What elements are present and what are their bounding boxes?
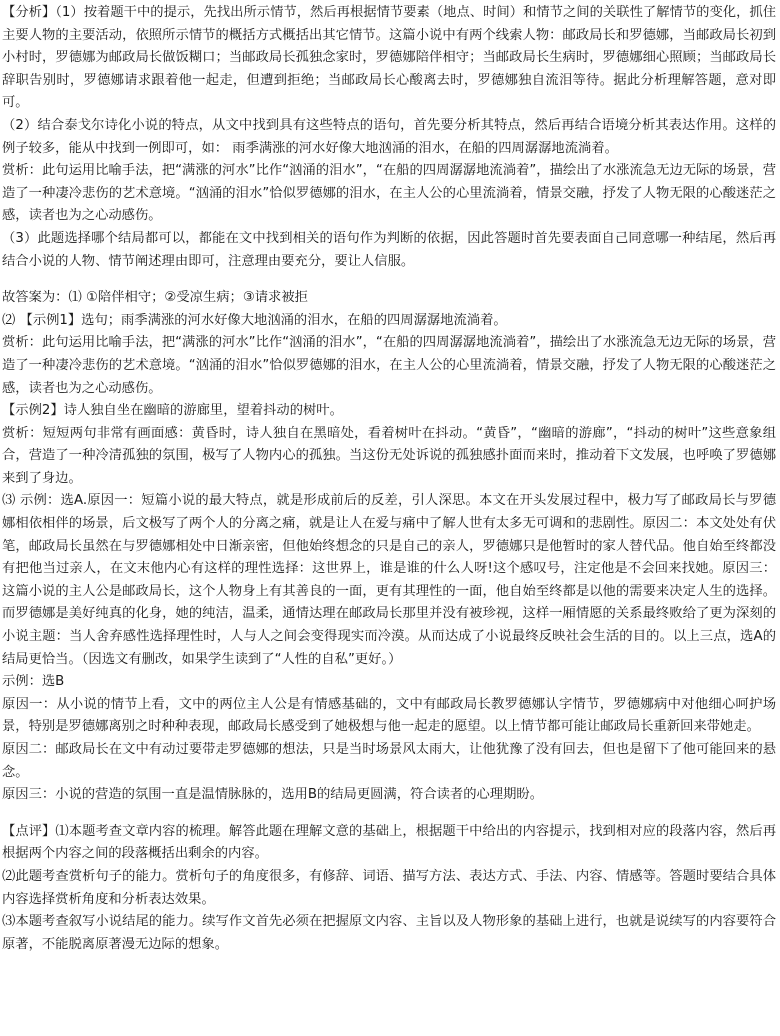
comment-q1: 【点评】⑴本题考查文章内容的梳理。解答此题在理解文意的基础上，根据题干中给出的内容提示，找到相对应的段落内容，然后再根据两个内容之间的段落概括出剩余的内容。 [2,823,776,862]
answer-q2-example-2: 【示例2】诗人独自坐在幽暗的游廊里，望着抖动的树叶。 [2,403,343,419]
analysis-part-1: 【分析】（1）按着题干中的提示，先找出所示情节，然后再根据情节要素（地点、时间）和情节之间的关联性了解情节的变化，抓住主要人物的主要活动，依照所示情节的概括方式概括出其它情节。这篇小说中有两个线索人物：邮政局长和罗德娜，当邮政局长初到小村时，罗德娜为邮政局长做饭糊口；当邮政局长孤独念家时，罗德娜陪伴相守；当邮政局长生病时，罗德娜细心照顾；当邮政局长辞职告别时，罗德娜请求跟着他一起走，但遭到拒绝；当邮政局长心酸离去时，罗德娜独自流泪等待。据此分析理解答题，意对即可。 [2,5,776,111]
answer-q2-example-2-appreciation: 赏析：短短两句非常有画面感：黄昏时，诗人独自在黑暗处，看着树叶在抖动。“黄昏”，“幽暗的游廊”，“抖动的树叶”这些意象组合，营造了一种冷清孤独的氛围，极写了人物内心的孤独。当这份无处诉说的孤独感扑面而来时，推动着下文发展，也呼唤了罗德娜来到了身边。 [2,425,776,486]
section-gap [2,807,776,821]
answer-q3-option-b: 示例：选B [2,674,65,690]
analysis-section [2,2,776,273]
answer-q3-option-b-reason-3: 原因三：小说的营造的氛围一直是温情脉脉的，选用B的结局更圆满，符合读者的心理期盼。 [2,787,543,803]
section-gap [2,273,776,287]
analysis-part-2: （2）结合泰戈尔诗化小说的特点，从文中找到具有这些特点的语句，首先要分析其特点，然后再结合语境分析其表达作用。这样的例子较多，能从中找到一例即可，如： 雨季满涨的河水好像大地汹涌的泪水，在船的四周潺潺地流淌着。 [2,117,776,156]
answer-q3-option-b-reason-2: 原因二：邮政局长在文中有动过要带走罗德娜的想法，只是当时场景风太雨大，让他犹豫了没有回去，但也是留下了他可能回来的悬念。 [2,742,776,780]
comment-section [2,821,776,957]
answer-q3-option-b-reason-1: 原因一：从小说的情节上看，文中的两位主人公是有情感基础的，文中有邮政局长教罗德娜认字情节，罗德娜病中对他细心呵护场景，特别是罗德娜离别之时种种表现，邮政局长感受到了她极想与他一起走的愿望。以上情节都可能让邮政局长重新回来带她走。 [2,696,776,735]
analysis-part-2-appreciation: 赏析：此句运用比喻手法，把“满涨的河水”比作“汹涌的泪水”，“在船的四周潺潺地流淌着”，描绘出了水涨流急无边无际的场景，营造了一种凄冷悲伤的艺术意境。“汹涌的泪水”恰似罗德娜的泪水，在主人公的心里流淌着，情景交融，抒发了人物无限的心酸迷茫之感，读者也为之心动感伤。 [2,163,776,224]
comment-q3: ⑶本题考查叙写小说结尾的能力。续写作文首先必须在把握原文内容、主旨以及人物形象的基础上进行，也就是说续写的内容要符合原著，不能脱离原著漫无边际的想象。 [2,914,776,952]
comment-q2: ⑵此题考查赏析句子的能力。赏析句子的角度很多，有修辞、词语、描写方法、表达方式、手法、内容、情感等。答题时要结合具体内容选择赏析角度和分析表达效果。 [2,868,776,907]
answer-q1: 故答案为：⑴ ①陪伴相守；②受凉生病；③请求被拒 [2,290,308,306]
answer-q2-example-1: ⑵ 【示例1】选句；雨季满涨的河水好像大地汹涌的泪水，在船的四周潺潺地流淌着。 [2,312,507,328]
answer-q3-option-a: ⑶ 示例：选A.原因一：短篇小说的最大特点，就是形成前后的反差，引人深思。本文在开头发展过程中，极力写了邮政局长与罗德娜相依相伴的场景，后文极写了两个人的分离之痛，就是让人在爱与痛中了解人世有太多无可调和的悲剧性。原因二：本文处处有伏笔，邮政局长虽然在与罗德娜相处中日渐亲密，但他始终想念的只是自己的亲人，罗德娜只是他暂时的家人替代品。他自始至终都没有把他当过亲人，在文末他内心有这样的理性选择：这世界上，谁是谁的什么人呀!这个感叹号，注定他是不会回来找她。原因三：这篇小说的主人公是邮政局长，这个人物身上有其善良的一面，更有其理性的一面，他自始至终都是以他的需要来决定人生的选择。而罗德娜是美好纯真的化身，她的纯洁，温柔，通情达理在邮政局长那里并没有被珍视，这样一厢情愿的关系最终败给了更为深刻的小说主题：当人舍弃感性选择理性时，人与人之间会变得现实而冷漠。从而达成了小说最终反映社会生活的目的。以上三点，选A的结局更恰当。（因选文有删改，如果学生读到了“人性的自私”更好。） [2,493,776,667]
analysis-part-3: （3）此题选择哪个结局都可以，都能在文中找到相关的语句作为判断的依据，因此答题时首先要表面自己同意哪一种结尾，然后再结合小说的人物、情节阐述理由即可，注意理由要充分，要让人信服。 [2,230,776,269]
answer-q2-example-1-appreciation: 赏析：此句运用比喻手法，把“满涨的河水”比作“汹涌的泪水”，“在船的四周潺潺地流淌着”，描绘出了水涨流急无边无际的场景，营造了一种凄冷悲伤的艺术意境。“汹涌的泪水”恰似罗德娜的泪水，在主人公的心里流淌着，情景交融，抒发了人物无限的心酸迷茫之感，读者也为之心动感伤。 [2,335,776,396]
answer-section [2,287,776,807]
